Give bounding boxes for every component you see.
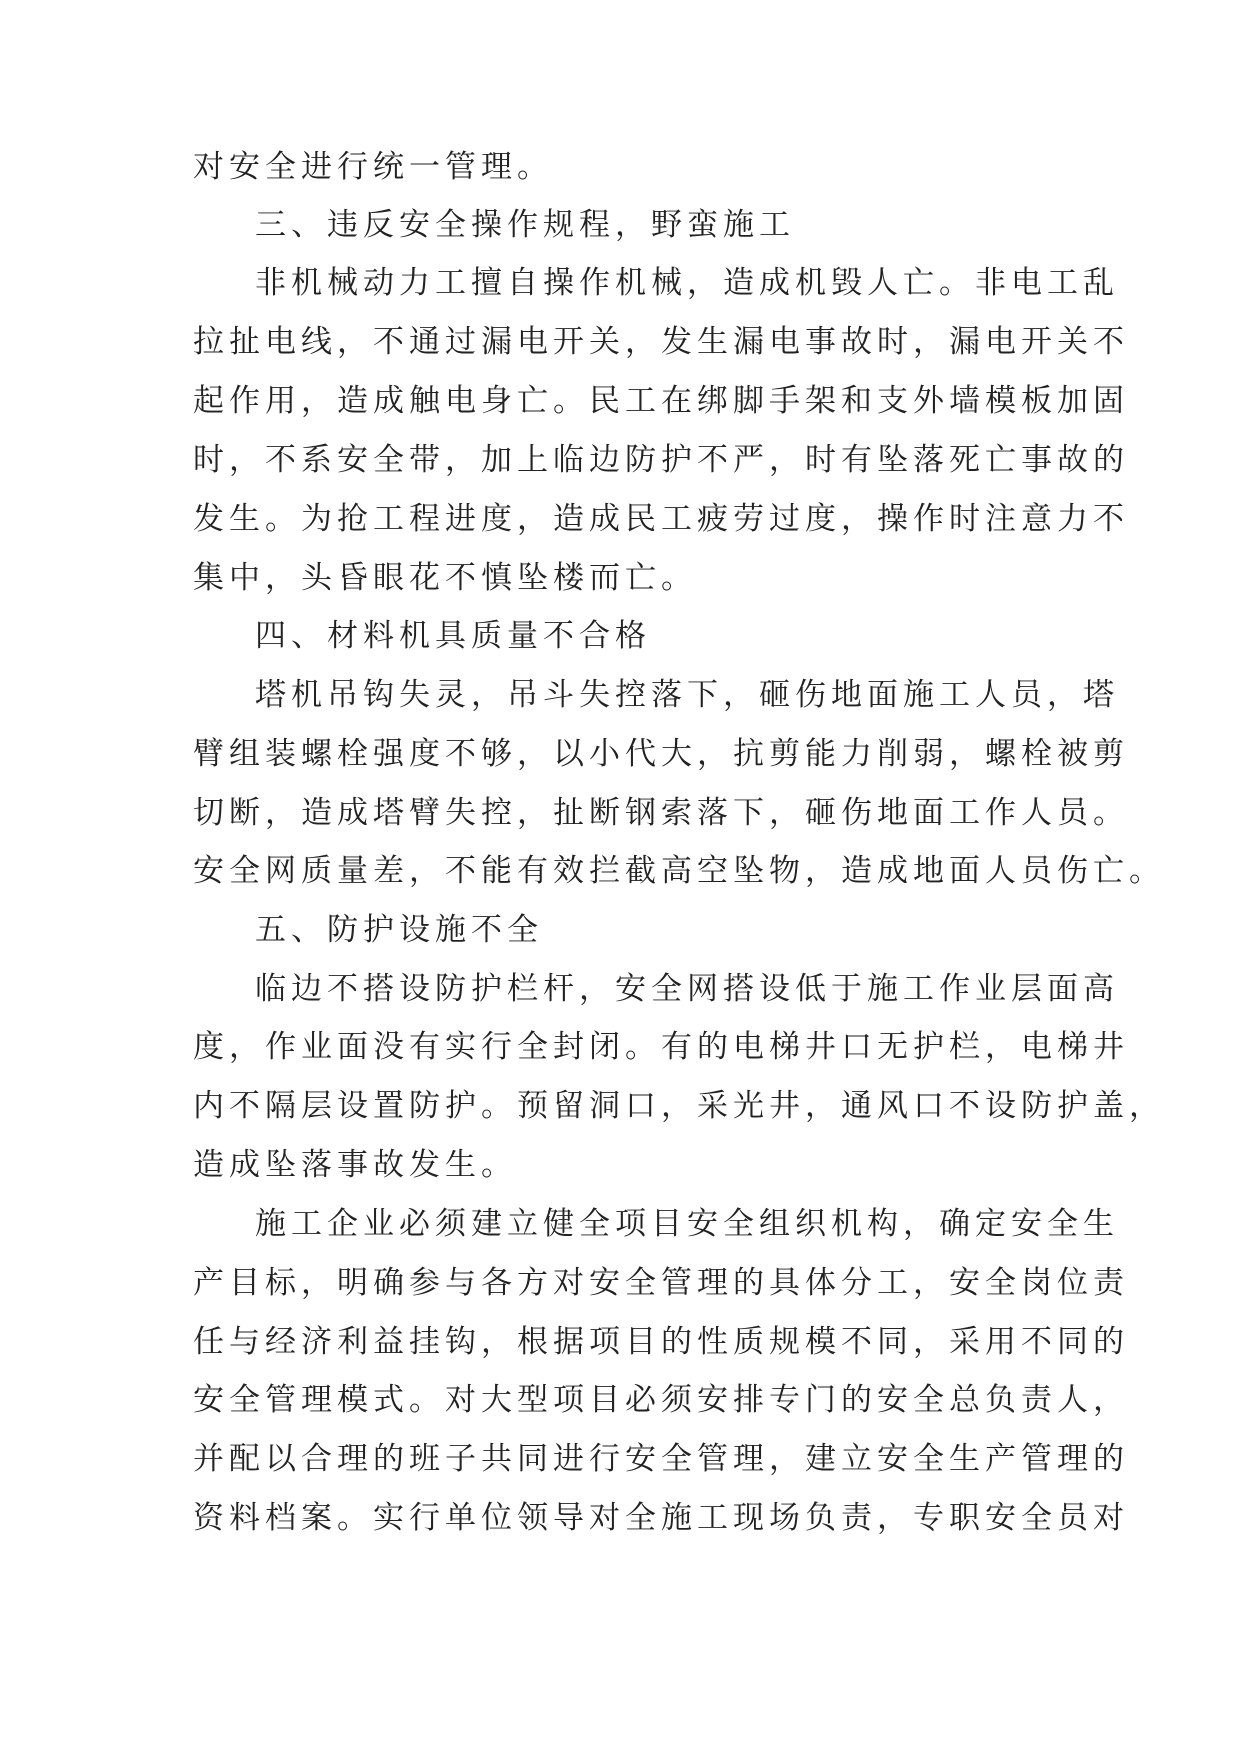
text-line: 施工企业必须建立健全项目安全组织机构，确定安全生 [255,1206,1119,1242]
text-line: 度，作业面没有实行全封闭。有的电梯井口无护栏，电梯井 [193,1029,1129,1065]
text-line: 产目标，明确参与各方对安全管理的具体分工，安全岗位责 [193,1265,1129,1301]
text-line: 安全网质量差，不能有效拦截高空坠物，造成地面人员伤亡。 [193,853,1165,889]
text-line: 对安全进行统一管理。 [193,149,553,185]
text-line: 资料档案。实行单位领导对全施工现场负责，专职安全员对 [193,1500,1129,1536]
section-heading: 五、防护设施不全 [255,912,543,948]
section-heading: 四、材料机具质量不合格 [255,618,651,654]
text-line: 时，不系安全带，加上临边防护不严，时有坠落死亡事故的 [193,442,1129,478]
text-line: 切断，造成塔臂失控，扯断钢索落下，砸伤地面工作人员。 [193,795,1129,831]
text-line: 安全管理模式。对大型项目必须安排专门的安全总负责人， [193,1382,1129,1418]
text-line: 起作用，造成触电身亡。民工在绑脚手架和支外墙模板加固 [193,383,1129,419]
text-line: 并配以合理的班子共同进行安全管理，建立安全生产管理的 [193,1441,1129,1477]
text-line: 集中，头昏眼花不慎坠楼而亡。 [193,560,697,596]
text-line: 任与经济利益挂钩，根据项目的性质规模不同，采用不同的 [193,1324,1129,1360]
text-line: 塔机吊钩失灵，吊斗失控落下，砸伤地面施工人员，塔 [255,677,1119,713]
text-line: 拉扯电线，不通过漏电开关，发生漏电事故时，漏电开关不 [193,324,1129,360]
text-line: 临边不搭设防护栏杆，安全网搭设低于施工作业层面高 [255,971,1119,1007]
section-heading: 三、违反安全操作规程，野蛮施工 [255,207,795,243]
text-line: 内不隔层设置防护。预留洞口，采光井，通风口不设防护盖， [193,1088,1165,1124]
text-line: 臂组装螺栓强度不够，以小代大，抗剪能力削弱，螺栓被剪 [193,736,1129,772]
text-line: 非机械动力工擅自操作机械，造成机毁人亡。非电工乱 [255,265,1119,301]
text-line: 发生。为抢工程进度，造成民工疲劳过度，操作时注意力不 [193,501,1129,537]
text-line: 造成坠落事故发生。 [193,1147,517,1183]
